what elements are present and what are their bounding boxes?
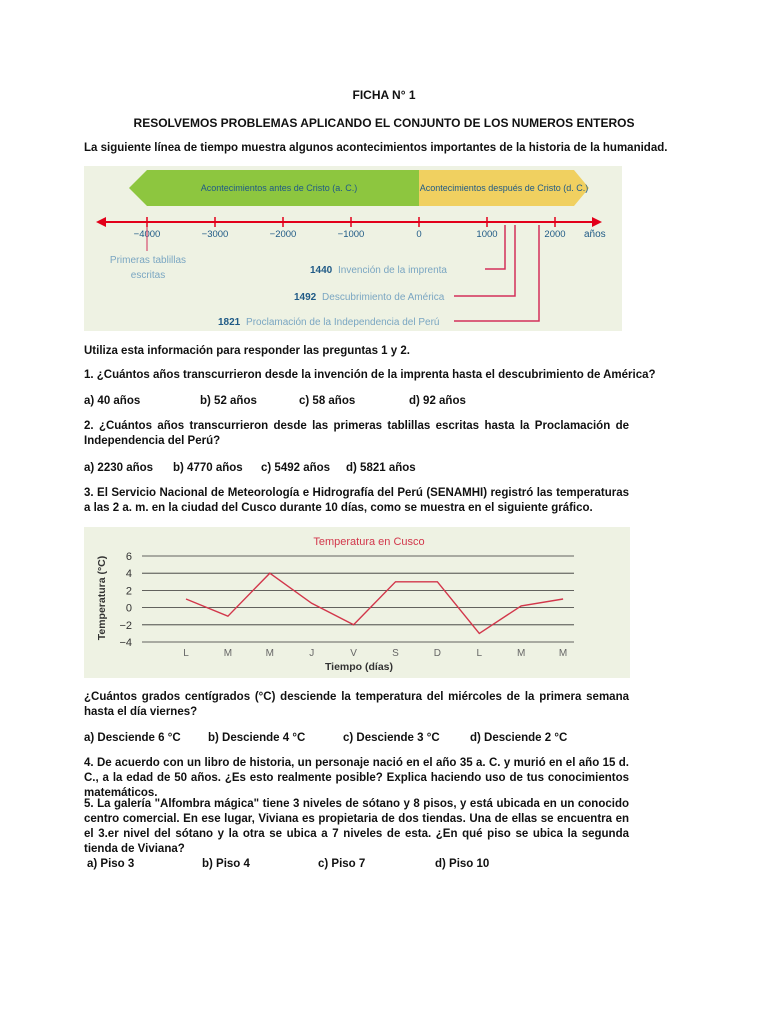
tick-label: 2000 [544,229,566,240]
x-tick-label: J [309,648,315,659]
after-banner-label: Acontecimientos después de Cristo (d. C.) [419,183,589,193]
y-tick-label: −2 [119,619,132,632]
page-subtitle: RESOLVEMOS PROBLEMAS APLICANDO EL CONJUNTO DE LOS NUMEROS ENTEROS [133,116,635,130]
axis-unit: años [584,229,606,240]
tick-label: −3000 [201,229,229,240]
axis-arrow-right [592,217,602,227]
axis-arrow-left [96,217,106,227]
x-tick-label: V [350,648,357,659]
q5-option-c: c) Piso 7 [318,858,366,870]
q2-option-a: a) 2230 años [84,462,154,474]
temperature-chart-panel [84,527,630,678]
temperature-chart [84,527,630,678]
y-tick-label: 0 [125,602,132,615]
q1-option-c: c) 58 años [299,395,356,407]
first-event-label: escritas [130,270,166,281]
y-axis-label: Temperatura (°C) [96,555,108,641]
q5-option-b: b) Piso 4 [202,858,250,870]
temperature-series-line [186,573,563,633]
instructions: Utiliza esta información para responder las preguntas 1 y 2. [84,345,410,357]
q3b-option-c: c) Desciende 3 °C [343,732,440,744]
q5-text: 5. La galería "Alfombra mágica" tiene 3 niveles de sótano y 8 pisos, y está ubicada en un conocido centro comercial. En ese lugar, Viviana es propietaria de dos tiendas. Una de ellas se encuentra en el 3.er nivel del sótano y la otra se ubica a 7 niveles de esta. ¿En qué piso se ubica la segunda tienda de Viviana? [84,798,629,855]
timeline-figure [84,166,622,331]
before-banner-label: Acontecimientos antes de Cristo (a. C.) [200,183,358,193]
event-label-1440: 1440 Invención de la imprenta [310,265,447,276]
q5-option-a: a) Piso 3 [87,858,135,870]
x-tick-label: M [517,648,526,659]
q1-option-b: b) 52 años [200,395,257,407]
q2-option-c: c) 5492 años [261,462,331,474]
intro-text: La siguiente línea de tiempo muestra algunos acontecimientos importantes de la historia de la humanidad. [84,142,668,154]
tick-label: 0 [416,229,422,240]
x-tick-label: L [476,648,483,659]
tick-label: −4000 [133,229,161,240]
q3b-option-a: a) Desciende 6 °C [84,732,181,744]
q1-option-a: a) 40 años [84,395,141,407]
y-tick-label: −4 [119,637,132,649]
page-title: FICHA N° 1 [352,88,416,102]
x-tick-label: L [183,648,189,659]
q2-option-d: d) 5821 años [346,462,416,474]
x-tick-label: M [558,648,568,659]
q4-text: 4. De acuerdo con un libro de historia, un personaje nació en el año 35 a. C. y murió en el año 15 d. C., a la edad de 50 años. ¿Es esto realmente posible? Explica haciendo uso de tus conocimientos matemáticos. [84,757,629,799]
y-tick-label: 2 [125,585,132,598]
x-tick-label: D [433,648,442,659]
q2-text: 2. ¿Cuántos años transcurrieron desde las primeras tablillas escritas hasta la Proclamación de Independencia del Perú? [84,420,629,447]
q2-option-b: b) 4770 años [173,462,243,474]
x-tick-label: S [392,648,399,659]
q3-text: 3. El Servicio Nacional de Meteorología e Hidrografía del Perú (SENAMHI) registró las temperaturas a las 2 a. m. en la ciudad del Cusco durante 10 días, como se muestra en el siguiente gráfico. [84,487,629,514]
x-tick-label: M [223,648,233,659]
tick-label: −1000 [337,229,365,240]
q1-text: 1. ¿Cuántos años transcurrieron desde la invención de la imprenta hasta el descubrimiento de América? [84,369,656,381]
y-tick-label: 4 [125,568,132,581]
timeline-panel [84,166,622,331]
first-event-label: Primeras tablillas [109,255,187,266]
q1-option-d: d) 92 años [409,395,466,407]
q3b-option-d: d) Desciende 2 °C [470,732,568,744]
chart-title: Temperatura en Cusco [313,536,425,548]
q3b-option-b: b) Desciende 4 °C [208,732,306,744]
event-label-1821: 1821 Proclamación de la Independencia del Perú [218,317,440,328]
q3b-text: ¿Cuántos grados centígrados (°C) desciende la temperatura del miércoles de la primera semana hasta el día viernes? [84,691,629,718]
q5-option-d: d) Piso 10 [435,858,490,870]
tick-label: −2000 [269,229,297,240]
x-tick-label: M [265,648,274,659]
event-label-1492: 1492 Descubrimiento de América [294,292,445,303]
y-tick-label: 6 [125,551,132,563]
tick-label: 1000 [476,229,498,240]
x-axis-label: Tiempo (días) [324,661,394,673]
